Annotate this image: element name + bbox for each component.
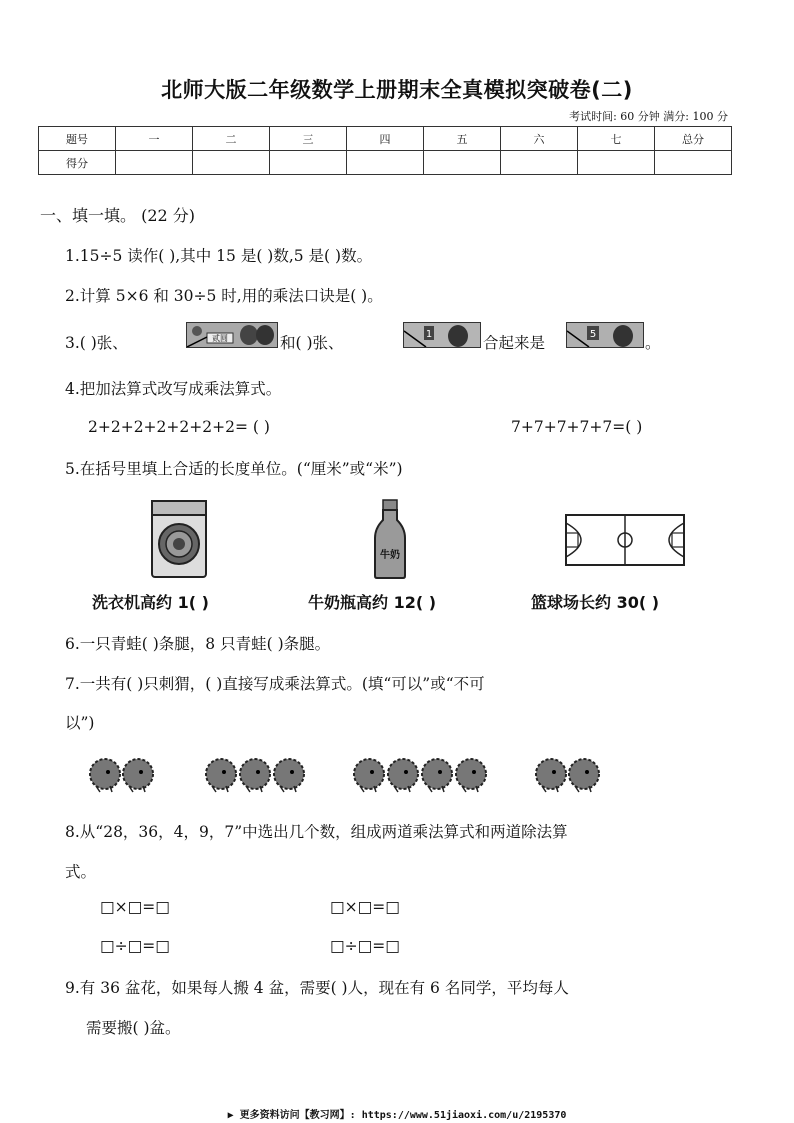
washing-machine-image	[150, 499, 208, 583]
question-5-stem: 5.在括号里填上合适的长度单位。(“厘米”或“米”)	[65, 460, 403, 478]
question-8-line-1: 8.从“28，36，4，9，7”中选出几个数，组成两道乘法算式和两道除法算	[65, 823, 568, 841]
milk-bottle-image	[371, 498, 409, 584]
one-yuan-note-image	[403, 322, 481, 348]
hedgehog-icon	[422, 759, 452, 792]
hedgehog-group-1	[88, 752, 158, 798]
score-cell[interactable]	[116, 151, 193, 175]
score-cell[interactable]	[193, 151, 270, 175]
score-cell[interactable]	[501, 151, 578, 175]
two-yuan-note-image	[186, 322, 278, 348]
score-cell[interactable]	[347, 151, 424, 175]
question-1: 1.15÷5 读作( ),其中 15 是( )数,5 是( )数。	[65, 247, 373, 265]
one-yuan-note-label: 1	[425, 329, 433, 340]
division-template-2: □÷□=□	[330, 937, 400, 955]
score-cell[interactable]	[578, 151, 655, 175]
footer-link[interactable]: ▶ 更多资料访问【教习网】: https://www.51jiaoxi.com/u/2195370	[227, 1110, 567, 1121]
question-8-line-2: 式。	[65, 863, 97, 881]
score-cell[interactable]	[655, 151, 732, 175]
hedgehog-icon	[206, 759, 236, 792]
hedgehog-group-2	[204, 752, 308, 798]
basketball-court-image	[564, 513, 686, 571]
score-header-cell: 七	[578, 127, 655, 151]
question-7-line-2: 以”)	[65, 714, 95, 732]
five-yuan-note-image	[566, 322, 644, 348]
question-7-line-1: 7.一共有( )只刺猬，( )直接写成乘法算式。(填“可以”或“不可	[65, 675, 485, 693]
two-yuan-note-label: 贰圆	[212, 334, 228, 343]
hedgehog-group-3	[352, 752, 490, 798]
hedgehog-group-4	[534, 752, 604, 798]
score-table-score-row	[39, 151, 732, 175]
hedgehog-icon	[354, 759, 384, 792]
question-9-line-1: 9.有 36 盆花，如果每人搬 4 盆，需要( )人，现在有 6 名同学，平均每人	[65, 979, 569, 997]
question-6: 6.一只青蛙( )条腿，8 只青蛙( )条腿。	[65, 635, 331, 653]
score-cell[interactable]	[424, 151, 501, 175]
hedgehog-icon	[569, 759, 599, 792]
exam-meta: 考试时间: 60 分钟 满分: 100 分	[569, 110, 728, 123]
page-title: 北师大版二年级数学上册期末全真模拟突破卷(二)	[161, 78, 633, 102]
score-header-cell: 一	[116, 127, 193, 151]
hedgehog-icon	[90, 759, 120, 792]
question-4-right: 7+7+7+7+7=( )	[511, 418, 643, 436]
five-yuan-note-label: 5	[589, 329, 597, 340]
score-row-label: 得分	[39, 151, 116, 175]
score-header-cell: 四	[347, 127, 424, 151]
hedgehog-icon	[274, 759, 304, 792]
score-cell[interactable]	[270, 151, 347, 175]
hedgehog-icon	[388, 759, 418, 792]
score-header-cell: 六	[501, 127, 578, 151]
washing-machine-caption: 洗衣机高约 1( )	[92, 593, 209, 612]
score-header-cell: 总分	[655, 127, 732, 151]
hedgehog-icon	[456, 759, 486, 792]
question-4-left: 2+2+2+2+2+2+2= ( )	[88, 418, 270, 436]
question-9-line-2: 需要搬( )盆。	[86, 1019, 181, 1037]
question-2: 2.计算 5×6 和 30÷5 时,用的乘法口诀是( )。	[65, 287, 383, 305]
hedgehog-icon	[123, 759, 153, 792]
score-header-cell: 五	[424, 127, 501, 151]
division-template-1: □÷□=□	[100, 937, 170, 955]
score-header-cell: 题号	[39, 127, 116, 151]
score-table-header-row	[39, 127, 732, 151]
multiplication-template-1: □×□=□	[100, 898, 170, 916]
multiplication-template-2: □×□=□	[330, 898, 400, 916]
question-4-stem: 4.把加法算式改写成乘法算式。	[65, 380, 282, 398]
section-heading: 一、填一填。 (22 分)	[40, 206, 196, 225]
question-3-part-a: 3.( )张、	[65, 334, 128, 352]
milk-bottle-caption: 牛奶瓶高约 12( )	[308, 593, 437, 612]
question-3-part-d: 。	[645, 334, 661, 352]
score-header-cell: 三	[270, 127, 347, 151]
hedgehog-icon	[240, 759, 270, 792]
milk-bottle-label: 牛奶	[380, 550, 400, 561]
score-table	[38, 126, 732, 175]
question-3-part-c: 合起来是	[483, 334, 546, 352]
hedgehog-icon	[536, 759, 566, 792]
score-header-cell: 二	[193, 127, 270, 151]
question-3-part-b: 和( )张、	[280, 334, 344, 352]
basketball-court-caption: 篮球场长约 30( )	[531, 593, 660, 612]
